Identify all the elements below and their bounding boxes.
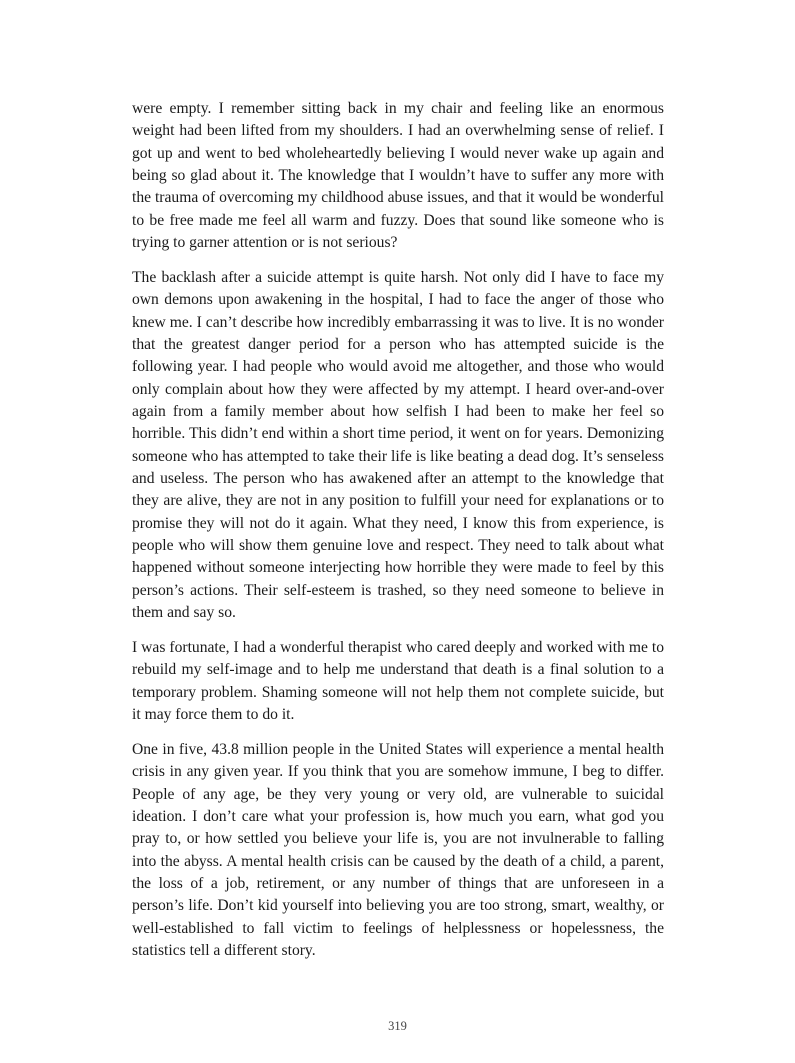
paragraph-1: were empty. I remember sitting back in my chair and feeling like an enormous weight had been lifted from my shoulders. I had an overwhelming sense of relief. I got up and went to bed wholeheartedly believing I would never wake up again and being so glad about it. The knowledge that I wouldn’t have to suffer any more with the trauma of overcoming my childhood abuse issues, and that it would be wonderful to be free made me feel all warm and fuzzy. Does that sound like someone who is trying to garner attention or is not serious? bbox=[132, 100, 664, 252]
page-number: 319 bbox=[388, 1019, 407, 1033]
paragraph-4: One in five, 43.8 million people in the United States will experience a mental health crisis in any given year. If you think that you are somehow immune, I beg to differ. People of any age, be they very young or very old, are vulnerable to suicidal ideation. I don’t care what your profession is, how much you earn, what god you pray to, or how settled you believe your life is, you are not invulnerable to falling into the abyss. A mental health crisis can be caused by the death of a child, a parent, the loss of a job, retirement, or any number of things that are unforeseen in a person’s life. Don’t kid yourself into believing you are too strong, smart, wealthy, or well-established to fall victim to feelings of helplessness or hopelessness, the statistics tell a different story. bbox=[132, 741, 664, 960]
paragraph-2: The backlash after a suicide attempt is quite harsh. Not only did I have to face my own demons upon awakening in the hospital, I had to face the anger of those who knew me. I can’t describe how incredibly embarrassing it was to live. It is no wonder that the greatest danger period for a person who has attempted suicide is the following year. I had people who would avoid me altogether, and those who would only complain about how they were affected by my attempt. I heard over-and-over again from a family member about how selfish I had been to make her feel so horrible. This didn’t end within a short time period, it went on for years. Demonizing someone who has attempted to take their life is like beating a dead dog. It’s senseless and useless. The person who has awakened after an attempt to the knowledge that they are alive, they are not in any position to fulfill your need for explanations or to promise they will not do it again. What they need, I know this from experience, is people who will show them genuine love and respect. They need to talk about what happened without someone interjecting how horrible they were made to feel by this person’s actions. Their self-esteem is trashed, so they need someone to believe in them and say so. bbox=[132, 269, 664, 622]
paragraph-3: I was fortunate, I had a wonderful therapist who cared deeply and worked with me to rebuild my self-image and to help me understand that death is a final solution to a temporary problem. Shaming someone will not help them not complete suicide, but it may force them to do it. bbox=[132, 639, 664, 724]
page-body bbox=[132, 98, 664, 975]
